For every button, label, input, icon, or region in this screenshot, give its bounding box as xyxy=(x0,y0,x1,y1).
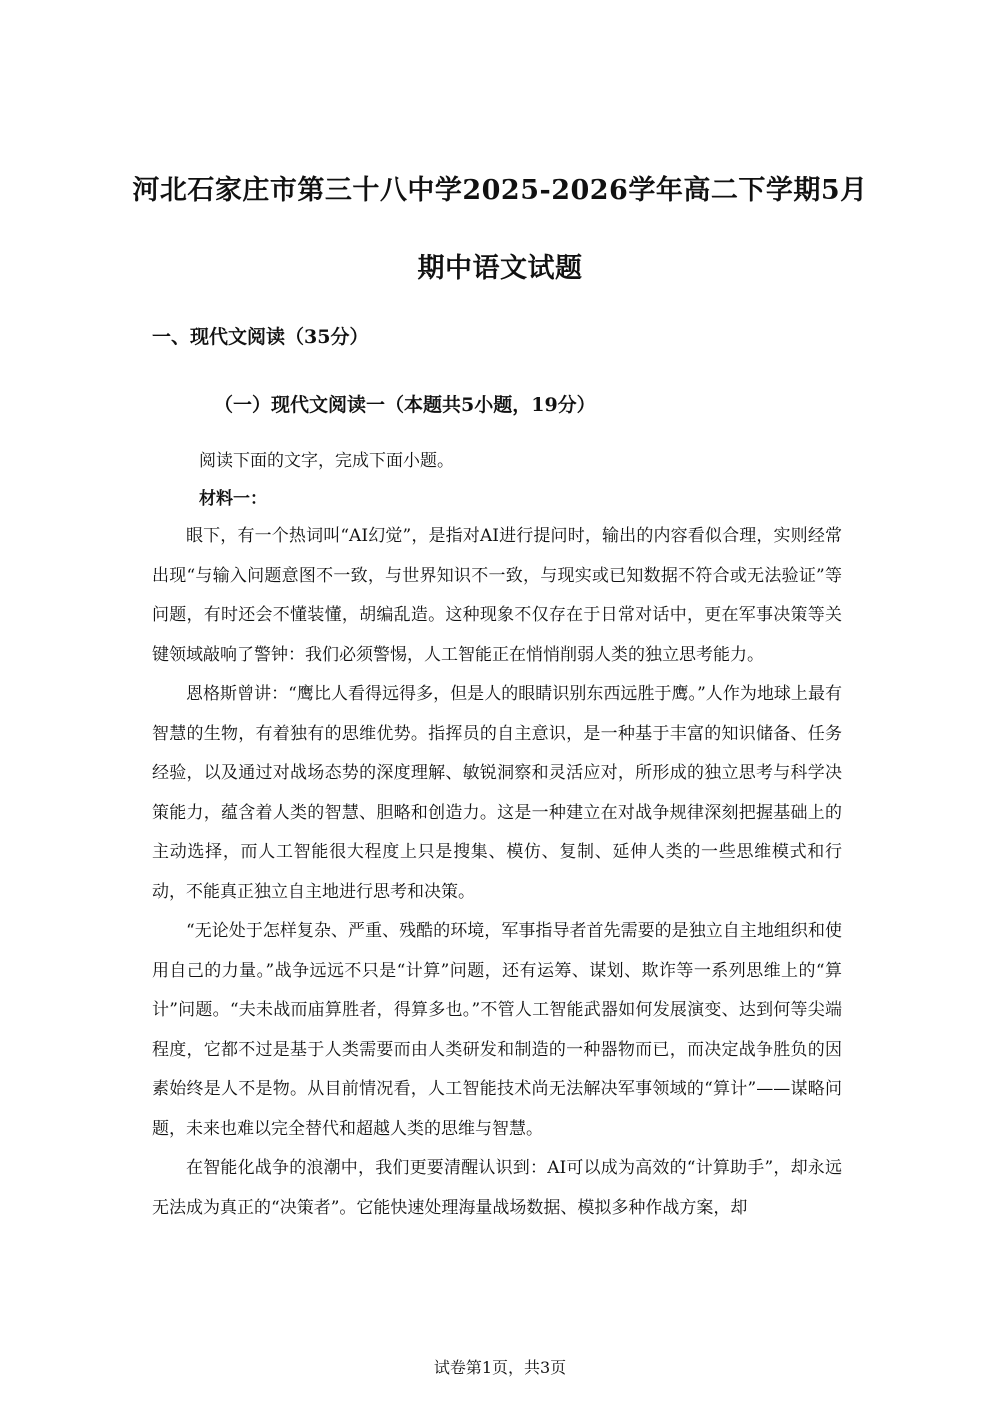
section-heading: 一、现代文阅读（35分） xyxy=(152,326,369,348)
subsection-heading: （一）现代文阅读一（本题共5小题，19分） xyxy=(214,394,596,416)
exam-title-line-2: 期中语文试题 xyxy=(417,253,583,284)
material-body xyxy=(152,517,842,1228)
material-label: 材料一： xyxy=(199,489,267,509)
exam-title-line-1: 河北石家庄市第三十八中学2025-2026学年高二下学期5月 xyxy=(132,175,868,206)
paragraph: “无论处于怎样复杂、严重、残酷的环境，军事指导者首先需要的是独立自主地组织和使用自己的力量。”战争远远不只是“计算”问题，还有运筹、谋划、欺诈等一系列思维上的“算计”问题。“夫未战而庙算胜者，得算多也。”不管人工智能武器如何发展演变、达到何等尖端程度，它都不过是基于人类需要而由人类研发和制造的一种器物而已，而决定战争胜负的因素始终是人不是物。从目前情况看，人工智能技术尚无法解决军事领域的“算计”——谋略问题，未来也难以完全替代和超越人类的思维与智慧。 xyxy=(152,921,842,1139)
page-footer: 试卷第1页，共3页 xyxy=(433,1358,567,1377)
paragraph: 在智能化战争的浪潮中，我们更要清醒认识到：AI可以成为高效的“计算助手”，却永远无法成为真正的“决策者”。它能快速处理海量战场数据、模拟多种作战方案，却 xyxy=(152,1158,842,1218)
reading-instruction: 阅读下面的文字，完成下面小题。 xyxy=(199,451,454,471)
paragraph: 眼下，有一个热词叫“AI幻觉”，是指对AI进行提问时，输出的内容看似合理，实则经常出现“与输入问题意图不一致，与世界知识不一致，与现实或已知数据不符合或无法验证”等问题，有时还会不懂装懂，胡编乱造。这种现象不仅存在于日常对话中，更在军事决策等关键领域敲响了警钟：我们必须警惕，人工智能正在悄悄削弱人类的独立思考能力。 xyxy=(152,526,842,665)
paragraph: 恩格斯曾讲：“鹰比人看得远得多，但是人的眼睛识别东西远胜于鹰。”人作为地球上最有智慧的生物，有着独有的思维优势。指挥员的自主意识，是一种基于丰富的知识储备、任务经验，以及通过对战场态势的深度理解、敏锐洞察和灵活应对，所形成的独立思考与科学决策能力，蕴含着人类的智慧、胆略和创造力。这是一种建立在对战争规律深刻把握基础上的主动选择，而人工智能很大程度上只是搜集、模仿、复制、延伸人类的一些思维模式和行动，不能真正独立自主地进行思考和决策。 xyxy=(152,684,842,902)
